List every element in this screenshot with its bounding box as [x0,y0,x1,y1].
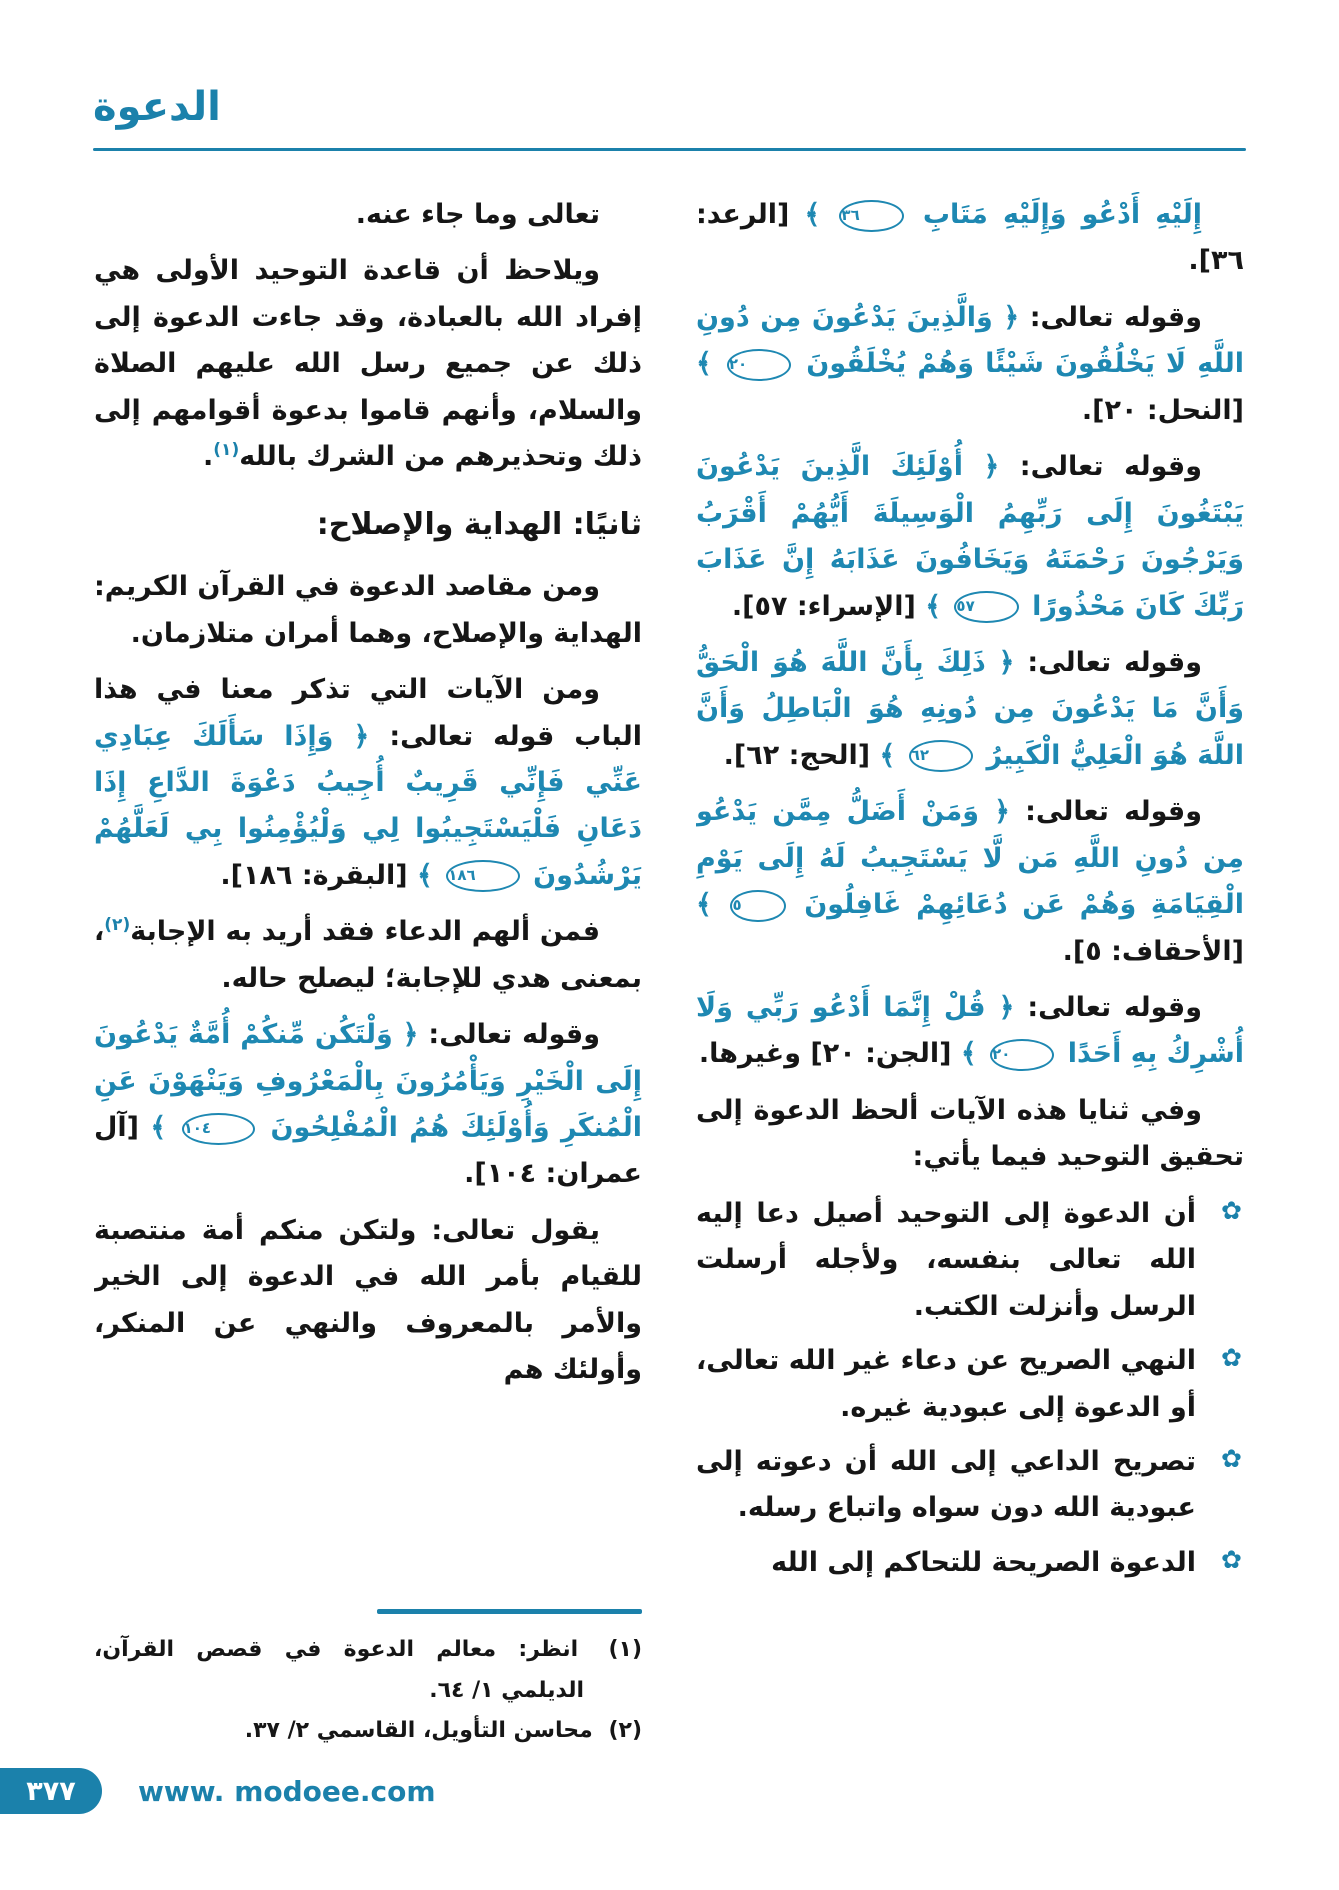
body-text: وقوله تعالى: [1014,646,1202,678]
body-text: الدعوة الصريحة للتحاكم إلى الله [771,1546,1196,1578]
paragraph [94,667,642,899]
body-text: أن الدعوة إلى التوحيد أصيل دعا إليه الله تعالى بنفسه، ولأجله أرسلت الرسل وأنزلت الكتب. [696,1197,1196,1322]
paragraph [696,1088,1244,1181]
footnote-ref: (٢) [104,915,131,936]
body-text: تعالى وما جاء عنه. [355,199,600,230]
ayah-number-ornament: ٦٢ [909,740,973,772]
section-heading [94,499,642,551]
list-item [696,1439,1244,1532]
paragraph [696,192,1244,285]
quran-text: ﴿ وَمَنْ أَضَلُّ مِمَّن يَدْعُو مِن دُونِ اللَّهِ مَن لَّا يَسْتَجِيبُ لَهُ إِلَى يَوْمِ الْقِيَامَةِ وَهُمْ عَن دُعَائِهِمْ غَافِلُونَ [696,796,1244,921]
quran-text: ﴾ [150,1112,178,1144]
body-text: [الإسراء: ٥٧]. [731,590,926,622]
body-text: [الحج: ٦٢]. [723,739,880,771]
body-text: وقوله تعالى: [999,451,1202,483]
body-text: [الجن: ٢٠] وغيرها. [698,1038,961,1070]
quran-text: ﴾ [879,739,905,771]
column-right [696,192,1244,1752]
paragraph [94,192,642,238]
footnote-text: انظر: معالم الدعوة في قصص القرآن، الديلمي ١/ ٦٤. [94,1636,584,1703]
paragraph [696,444,1244,630]
body-text: وفي ثنايا هذه الآيات ألحظ الدعوة إلى تحقيق التوحيد فيما يأتي: [696,1094,1244,1173]
paragraph [94,1012,642,1198]
body-text: [الرعد: ٣٦]. [696,199,1244,277]
quran-text: ﴿ أُوْلَئِكَ الَّذِينَ يَدْعُونَ يَبْتَغُونَ إِلَى رَبِّهِمُ الْوَسِيلَةَ أَيُّهُمْ أَقْرَبُ وَيَرْجُونَ رَحْمَتَهُ وَيَخَافُونَ عَذَابَهُ إِنَّ عَذَابَ رَبِّكَ كَانَ مَحْذُورًا [696,451,1244,622]
body-text: تصريح الداعي إلى الله أن دعوته إلى عبودية الله دون سواه واتباع رسله. [696,1445,1196,1524]
body-text: ومن الآيات التي تذكر معنا في هذا الباب قوله تعالى: [94,674,642,752]
list-item [696,1338,1244,1431]
body-text: ، بمعنى هدي للإجابة؛ ليصلح حاله. [94,916,642,994]
body-text: وقوله تعالى: [1019,301,1202,333]
quran-text: ﴿ وَالَّذِينَ يَدْعُونَ مِن دُونِ اللَّهِ لَا يَخْلُقُونَ شَيْئًا وَهُمْ يُخْلَقُونَ [696,301,1244,380]
footnote-item [94,1630,642,1711]
ayah-number-ornament: ٢٠ [990,1039,1054,1071]
paragraph [94,909,642,1002]
column-right-paragraphs [696,192,1244,1594]
header-divider [93,148,1246,151]
column-left-paragraphs [94,192,642,1404]
quran-text: إِلَيْهِ أَدْعُو وَإِلَيْهِ مَتَابِ [907,199,1202,230]
body-text: ومن مقاصد الدعوة في القرآن الكريم: الهداية والإصلاح، وهما أمران متلازمان. [94,571,642,649]
chapter-title: الدعوة [93,84,221,130]
paragraph [696,640,1244,779]
body-text: وقوله تعالى: [418,1019,600,1051]
footnote-number: (٢) [608,1718,642,1744]
flower-bullet-icon: ✿ [1221,1343,1242,1373]
quran-text: ﴿ وَإِذَا سَأَلَكَ عِبَادِي عَنِّي فَإِنِّي قَرِيبٌ أُجِيبُ دَعْوَةَ الدَّاعِ إِذَا دَعَانِ فَلْيَسْتَجِيبُوا لِي وَلْيُؤْمِنُوا بِي لَعَلَّهُمْ يَرْشُدُونَ [94,720,642,891]
quran-text: ﴾ [696,889,727,921]
paragraph [696,985,1244,1078]
flower-bullet-icon: ✿ [1221,1544,1242,1574]
quran-text: ﴾ [804,199,836,230]
paragraph [94,248,642,480]
body-text: [الأحقاف: ٥]. [1062,935,1244,967]
column-left [94,192,642,1752]
list-item [696,1191,1244,1330]
footnote-text: محاسن التأويل، القاسمي ٢/ ٣٧. [244,1718,593,1744]
ayah-number-ornament: ٣٦ [839,200,903,232]
footnote-divider [377,1609,642,1614]
website-url: www. modoee.com [138,1775,436,1808]
page-number-badge [0,1768,102,1814]
paragraph [696,789,1244,975]
footnote-ref: (١) [213,440,240,461]
ayah-number-ornament: ٥ [730,890,785,922]
flower-bullet-icon: ✿ [1221,1443,1242,1473]
body-text: [البقرة: ١٨٦]. [220,859,417,891]
body-text: وقوله تعالى: [1009,796,1202,828]
paragraph [696,295,1244,434]
body-text: ثانيًا: الهداية والإصلاح: [316,506,642,542]
quran-text: ﴾ [416,859,443,891]
ayah-number-ornament: ١٠٤ [182,1113,255,1145]
paragraph [94,564,642,657]
footnote-number: (١) [608,1636,642,1662]
ayah-number-ornament: ٢٠ [727,349,791,381]
footnotes [94,1597,642,1752]
body-text: . [203,441,214,473]
quran-text: ﴿ ذَلِكَ بِأَنَّ اللَّهَ هُوَ الْحَقُّ وَأَنَّ مَا يَدْعُونَ مِن دُونِهِ هُوَ الْبَاطِلُ وَأَنَّ اللَّهَ هُوَ الْعَلِيُّ الْكَبِيرُ [696,646,1244,771]
body-text: [آل عمران: ١٠٤]. [94,1112,642,1190]
body-text: يقول تعالى: ولتكن منكم أمة منتصبة للقيام بأمر الله في الدعوة إلى الخير والأمر بالمعروف والنهي عن المنكر، وأولئك هم [94,1214,642,1386]
list-item [696,1540,1244,1586]
body-text: ويلاحظ أن قاعدة التوحيد الأولى هي إفراد الله بالعبادة، وقد جاءت الدعوة إلى ذلك عن جميع رسل الله عليهم الصلاة والسلام، وأنهم قاموا بدعوة أقوامهم إلى ذلك وتحذيرهم من الشرك بالله [94,255,642,473]
quran-text: ﴾ [696,348,723,380]
page-content [94,192,1244,1752]
ayah-number-ornament: ١٨٦ [446,860,519,892]
body-text: النهي الصريح عن دعاء غير الله تعالى، أو الدعوة إلى عبودية غيره. [696,1345,1196,1423]
quran-text: ﴿ وَلْتَكُن مِّنكُمْ أُمَّةٌ يَدْعُونَ إِلَى الْخَيْرِ وَيَأْمُرُونَ بِالْمَعْرُوفِ وَيَنْهَوْنَ عَنِ الْمُنكَرِ وَأُوْلَئِكَ هُمُ الْمُفْلِحُونَ [94,1019,642,1144]
body-text: وقوله تعالى: [1014,992,1202,1023]
body-text: فمن ألهم الدعاء فقد أريد به الإجابة [130,916,600,948]
flower-bullet-icon: ✿ [1221,1195,1242,1225]
paragraph [94,1208,642,1394]
quran-text: ﴾ [960,1038,987,1070]
quran-text: ﴿ قُلْ إِنَّمَا أَدْعُو رَبِّي وَلَا أُشْرِكُ بِهِ أَحَدًا [696,992,1244,1070]
ayah-number-ornament: ٥٧ [954,591,1018,623]
page-number: ٣٧٧ [26,1775,76,1807]
body-text: [النحل: ٢٠]. [1081,394,1244,426]
quran-text: ﴾ [925,590,951,622]
footnote-item [94,1711,642,1752]
